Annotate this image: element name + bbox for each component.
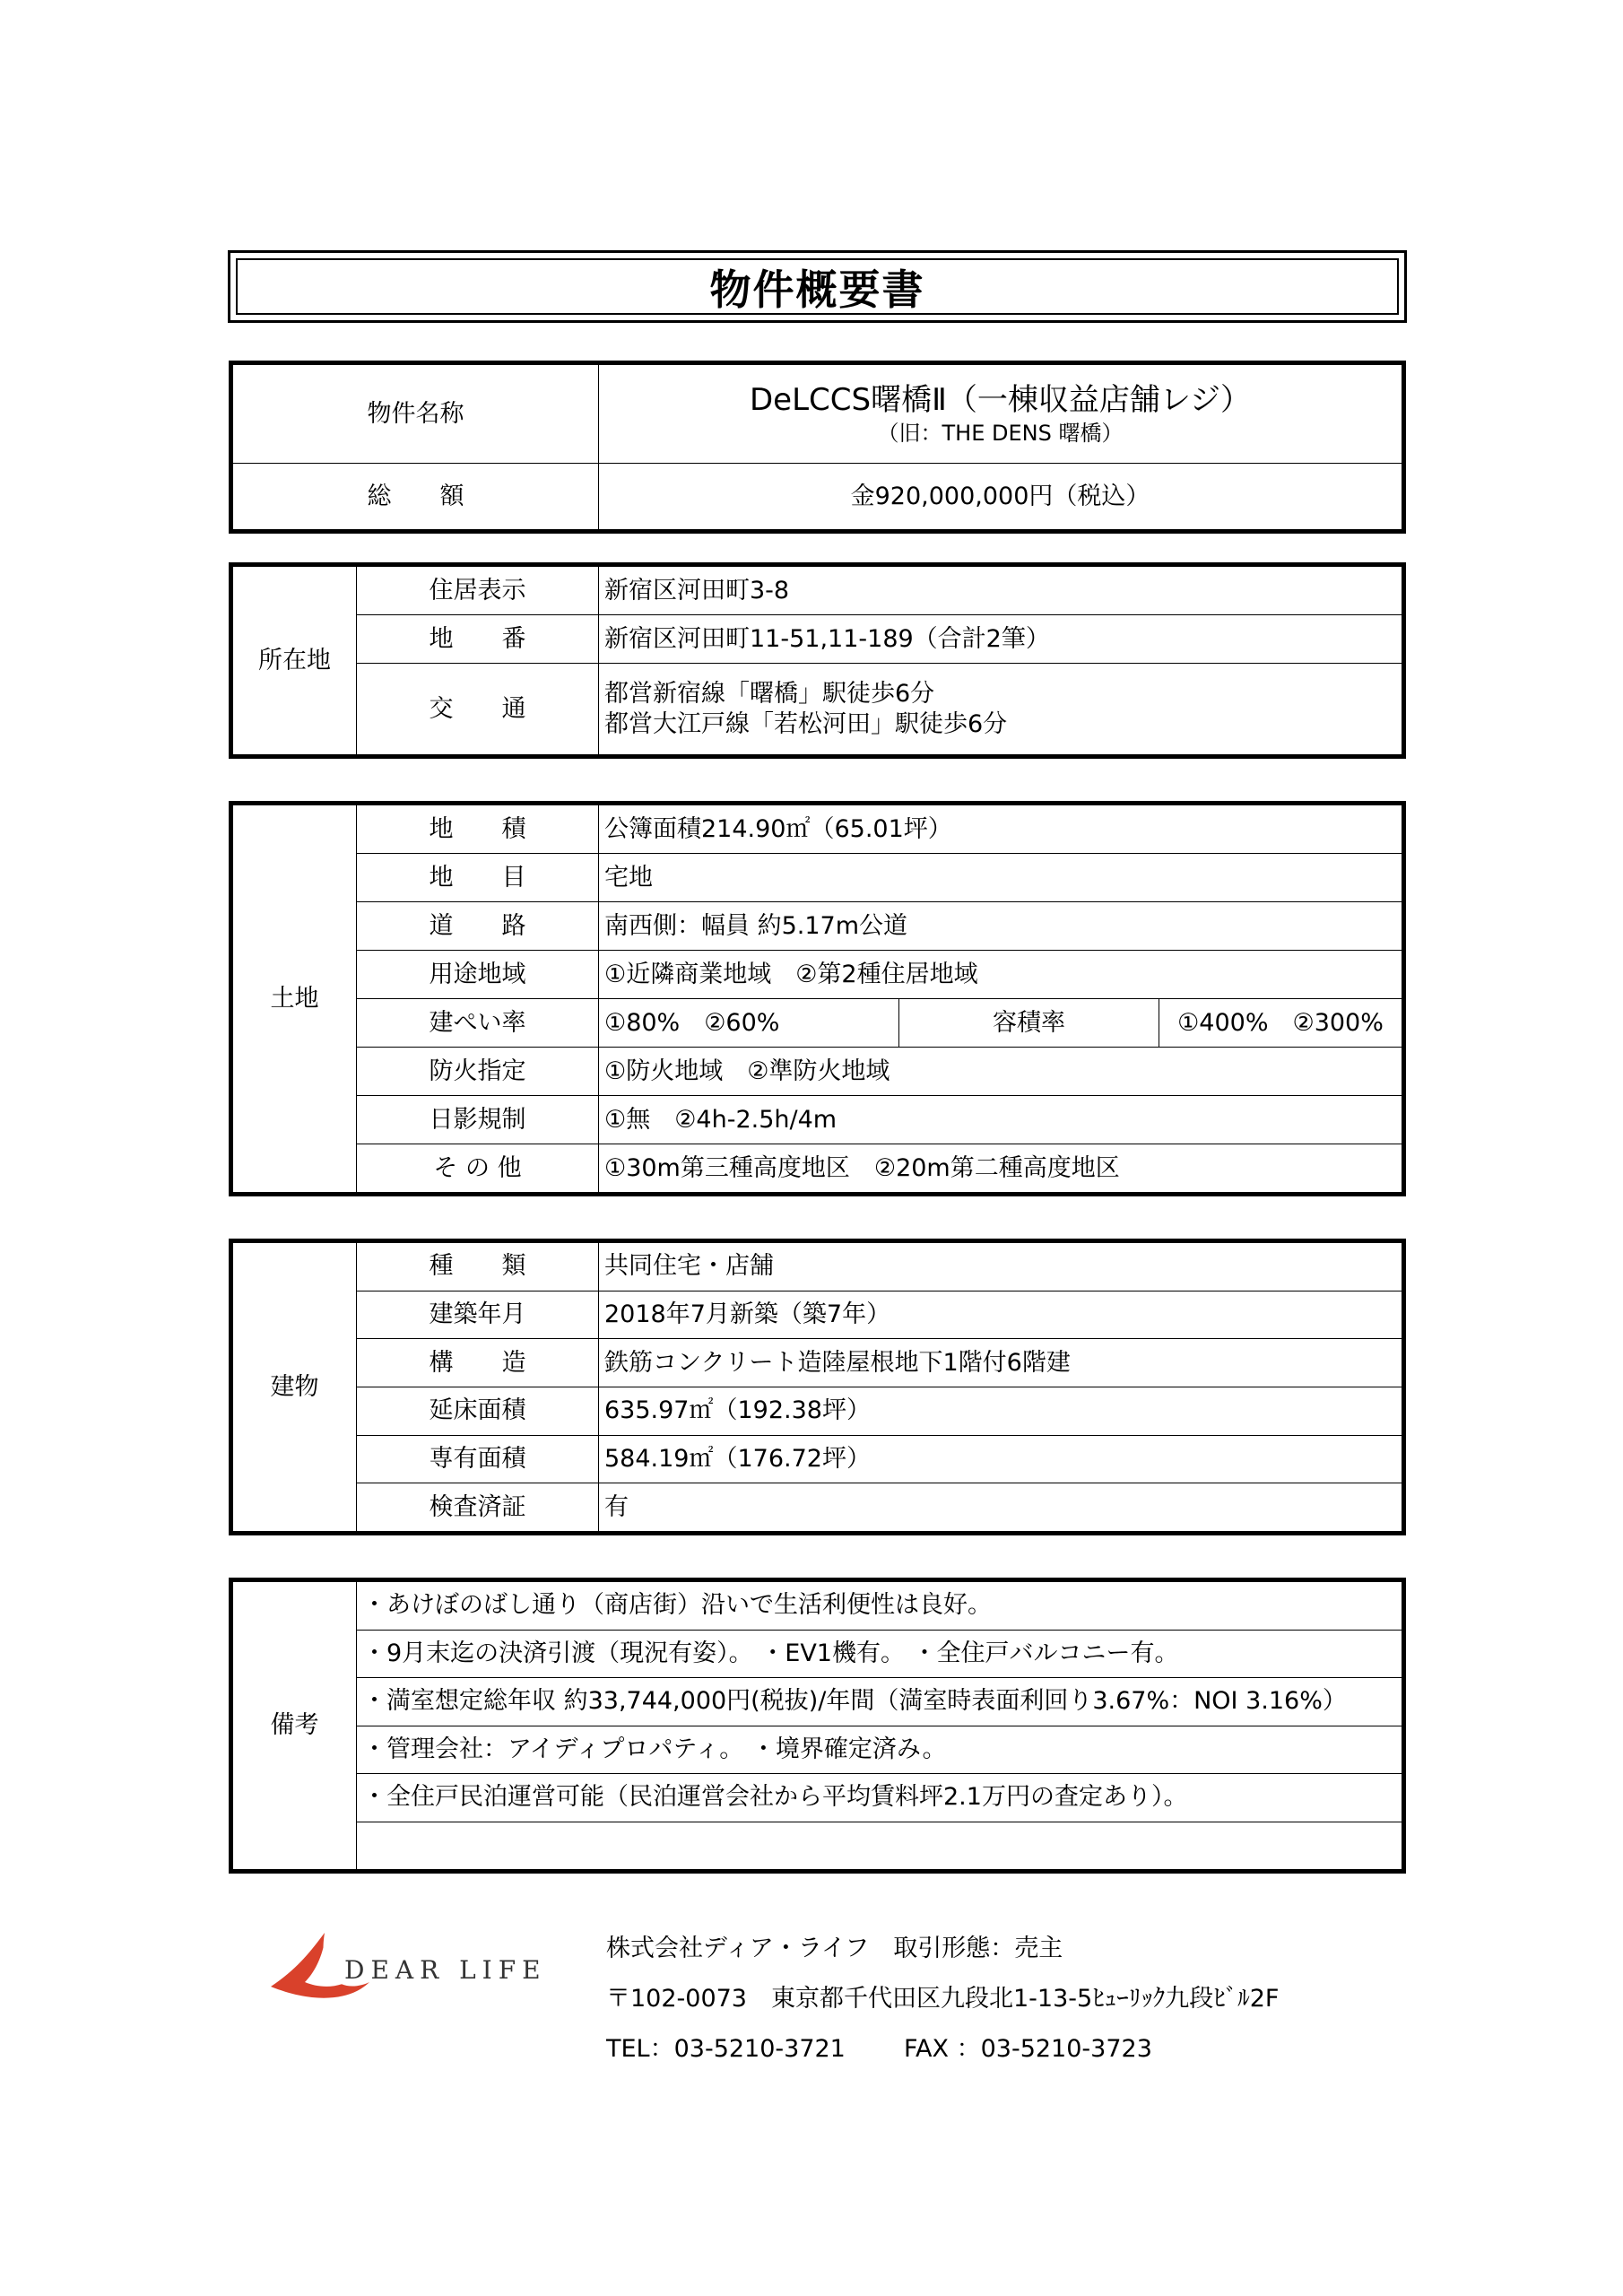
header-section — [229, 361, 1406, 534]
land-label: 道 路 — [357, 902, 599, 951]
remark-line-empty — [357, 1822, 1402, 1870]
remark-line: ・満室想定総年収 約33,744,000円(税抜)/年間（満室時表面利回り3.67%：NOI 3.16%） — [357, 1678, 1402, 1726]
floor-area-ratio-label: 容積率 — [899, 999, 1159, 1048]
land-label: 日影規制 — [357, 1096, 599, 1144]
land-label: 用途地域 — [357, 951, 599, 999]
tel-line: TEL：03-5210-3721 — [606, 2035, 846, 2063]
location-label: 住居表示 — [357, 567, 599, 615]
property-name-cell — [599, 365, 1402, 464]
land-value: 南西側：幅員 約5.17m公道 — [599, 902, 1402, 951]
total-price-label: 総 額 — [233, 464, 599, 530]
fax-line: FAX ：03-5210-3723 — [904, 2035, 1152, 2063]
building-table — [232, 1242, 1402, 1532]
remark-line: ・9月末迄の決済引渡（現況有姿）。 ・EV1機有。 ・全住戸バルコニー有。 — [357, 1630, 1402, 1678]
land-section — [229, 801, 1406, 1196]
land-value: 公簿面積214.90㎡（65.01坪） — [599, 805, 1402, 854]
total-price-value: 金920,000,000円（税込） — [599, 464, 1402, 530]
location-label: 地 番 — [357, 615, 599, 664]
land-table — [232, 804, 1402, 1193]
location-group-label: 所在地 — [233, 567, 357, 755]
location-section — [229, 562, 1406, 759]
building-label: 種 類 — [357, 1243, 599, 1292]
land-label: そ の 他 — [357, 1144, 599, 1193]
building-label: 建築年月 — [357, 1291, 599, 1339]
coverage-ratio-value: ①80% ②60% — [599, 999, 899, 1048]
access-line: 都営大江戸線「若松河田」駅徒歩6分 — [604, 709, 1008, 738]
land-value: ①防火地域 ②準防火地域 — [599, 1048, 1402, 1096]
dear-life-logo — [262, 1933, 549, 2013]
land-label: 地 目 — [357, 854, 599, 902]
property-name-value: DeLCCS曙橋Ⅱ（一棟収益店舗レジ） — [750, 382, 1251, 419]
building-value: 584.19㎡（176.72坪） — [599, 1435, 1402, 1483]
land-value: ①近隣商業地域 ②第2種住居地域 — [599, 951, 1402, 999]
building-value: 鉄筋コンクリート造陸屋根地下1階付6階建 — [599, 1339, 1402, 1387]
land-value: 宅地 — [599, 854, 1402, 902]
land-label: 地 積 — [357, 805, 599, 854]
location-value: 新宿区河田町3-8 — [599, 567, 1402, 615]
company-line: 株式会社ディア・ライフ 取引形態：売主 — [606, 1935, 1063, 1962]
building-value: 635.97㎡（192.38坪） — [599, 1387, 1402, 1435]
building-label: 検査済証 — [357, 1483, 599, 1532]
location-label: 交 通 — [357, 664, 599, 755]
land-label: 建ぺい率 — [357, 999, 599, 1048]
building-value: 有 — [599, 1483, 1402, 1532]
property-name-label: 物件名称 — [233, 365, 599, 464]
building-value: 共同住宅・店舗 — [599, 1243, 1402, 1292]
building-value: 2018年7月新築（築7年） — [599, 1291, 1402, 1339]
remark-line: ・全住戸民泊運営可能（民泊運営会社から平均賃料坪2.1万円の査定あり）。 — [357, 1774, 1402, 1822]
remark-line: ・管理会社：アイディプロパティ。 ・境界確定済み。 — [357, 1726, 1402, 1774]
building-section — [229, 1239, 1406, 1535]
remarks-table — [232, 1581, 1402, 1870]
building-label: 構 造 — [357, 1339, 599, 1387]
remarks-group-label: 備考 — [233, 1582, 357, 1870]
property-former-name: （旧：THE DENS 曙橋） — [877, 420, 1124, 446]
building-label: 延床面積 — [357, 1387, 599, 1435]
address-line: 〒102-0073 東京都千代田区九段北1-13-5ﾋｭｰﾘｯｸ九段ﾋﾞﾙ2F — [606, 1985, 1280, 2013]
access-line: 都営新宿線「曙橋」駅徒歩6分 — [604, 679, 935, 708]
land-label: 防火指定 — [357, 1048, 599, 1096]
logo-text: DEAR LIFE — [344, 1955, 547, 1985]
remarks-section — [229, 1578, 1406, 1874]
document-title: 物件概要書 — [236, 258, 1399, 315]
document-title-box — [228, 250, 1407, 323]
building-label: 専有面積 — [357, 1435, 599, 1483]
header-table — [232, 364, 1402, 530]
land-group-label: 土地 — [233, 805, 357, 1193]
land-value: ①30m第三種高度地区 ②20m第二種高度地区 — [599, 1144, 1402, 1193]
location-table — [232, 566, 1402, 755]
remark-line: ・あけぼのばし通り（商店街）沿いで生活利便性は良好。 — [357, 1582, 1402, 1631]
access-cell — [599, 664, 1402, 755]
location-value: 新宿区河田町11-51,11-189（合計2筆） — [599, 615, 1402, 664]
building-group-label: 建物 — [233, 1243, 357, 1532]
floor-area-ratio-value: ①400% ②300% — [1159, 999, 1402, 1048]
land-value: ①無 ②4h-2.5h/4m — [599, 1096, 1402, 1144]
